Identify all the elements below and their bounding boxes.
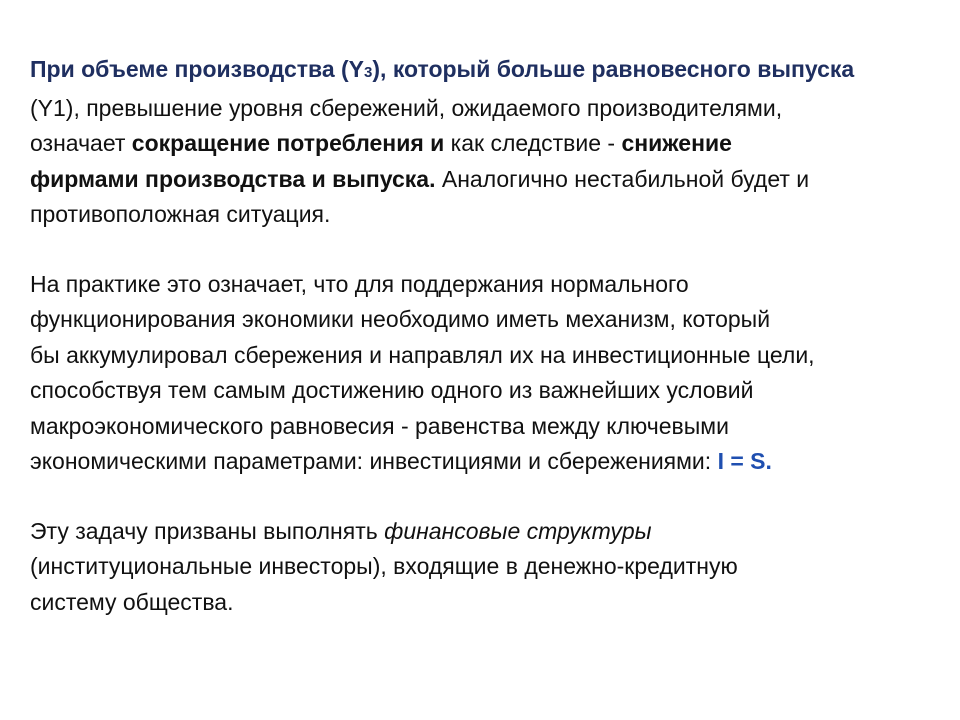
text-line: (Y1), превышение уровня сбережений, ожидаемого производителями, [30,94,783,121]
text-line: систему общества. [30,588,234,615]
paragraph-equilibrium [30,52,950,233]
text-span: Эту задачу призваны выполнять [30,517,385,544]
bold-text: снижение [621,130,732,156]
bold-heading-text: При объеме производства (Y [30,56,365,82]
text-line [30,52,950,91]
text-span: как следствие - [444,130,622,156]
bold-text: фирмами производства и выпуска. [30,165,436,192]
text-line [30,126,950,162]
text-span: Аналогично нестабильной будет и [435,165,810,192]
formula-investment-savings: I = S. [717,448,772,474]
text-line [30,162,950,198]
text-line: противоположная ситуация. [30,201,331,227]
text-line: На практике это означает, что для поддержания нормального [30,270,689,297]
text-line [30,514,950,550]
paragraph-financial-structures [30,514,950,621]
text-line [30,444,950,480]
text-line: способствуя тем самым достижению одного из важнейших условий [30,377,754,403]
paragraph-mechanism [30,267,950,480]
text-span: экономическими параметрами: инвестициями и сбережениями: [30,448,718,474]
bold-heading-text: ), который больше равновесного выпуска [372,56,855,82]
text-line: (институциональные инвесторы), входящие в денежно-кредитную [30,553,738,579]
text-line: бы аккумулировал сбережения и направлял их на инвестиционные цели, [30,341,815,368]
italic-text: финансовые структуры [384,517,652,544]
text-line: функционирования экономики необходимо иметь механизм, который [30,306,771,332]
slide-body [30,52,950,620]
text-line: макроэкономического равновесия - равенства между ключевыми [30,412,729,439]
bold-text: сокращение потребления и [131,130,445,156]
subscript-index: 3 [364,64,373,81]
text-span: означает [30,130,132,156]
